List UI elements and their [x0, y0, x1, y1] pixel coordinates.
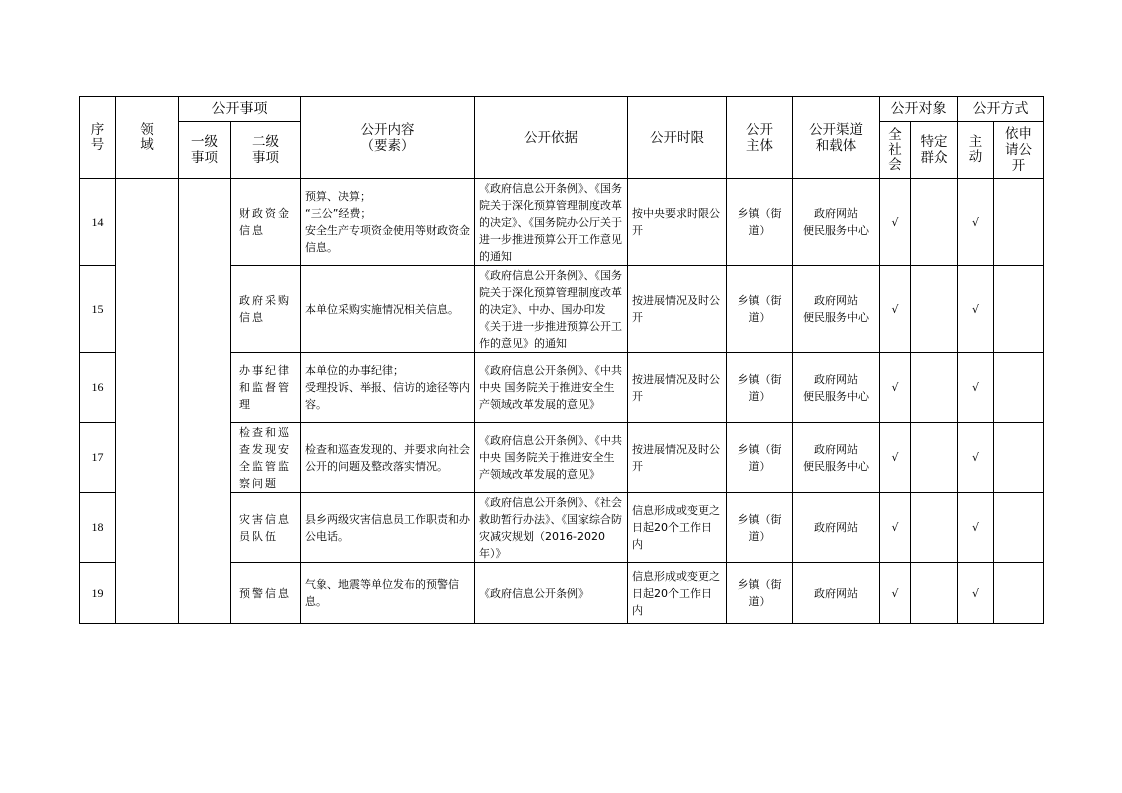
method-active-check: √ [958, 563, 994, 624]
channel-cell: 政府网站 便民服务中心 [793, 423, 880, 493]
header-level1: 一级事项 [179, 122, 231, 179]
basis-cell: 《政府信息公开条例》 [475, 563, 628, 624]
content-cell: 本单位采购实施情况相关信息。 [301, 266, 475, 353]
row-number: 18 [80, 493, 116, 563]
header-method-group: 公开方式 [958, 97, 1044, 122]
header-channel: 公开渠道和载体 [793, 97, 880, 179]
row-number: 15 [80, 266, 116, 353]
target-specific-check [911, 423, 958, 493]
target-specific-check [911, 563, 958, 624]
target-all-check: √ [880, 266, 911, 353]
header-target-group: 公开对象 [880, 97, 958, 122]
table-header [80, 97, 1044, 179]
method-apply-check [994, 266, 1044, 353]
header-level2: 二级事项 [231, 122, 301, 179]
time-limit-cell: 按进展情况及时公开 [628, 266, 727, 353]
target-specific-check [911, 353, 958, 423]
time-limit-cell: 信息形成或变更之日起20个工作日内 [628, 493, 727, 563]
content-cell: 预算、决算； “三公”经费； 安全生产专项资金使用等财政资金信息。 [301, 179, 475, 266]
table-body [80, 179, 1044, 624]
header-content: 公开内容（要素） [301, 97, 475, 179]
target-all-check: √ [880, 423, 911, 493]
disclosure-table [79, 96, 1044, 624]
target-all-check: √ [880, 493, 911, 563]
level2-item: 办事纪律和监督管理 [231, 353, 301, 423]
header-target-specific: 特定群众 [911, 122, 958, 179]
method-active-check: √ [958, 423, 994, 493]
domain-cell [116, 179, 179, 624]
time-limit-cell: 信息形成或变更之日起20个工作日内 [628, 563, 727, 624]
subject-cell: 乡镇（街道） [727, 423, 793, 493]
content-cell: 本单位的办事纪律； 受理投诉、举报、信访的途径等内容。 [301, 353, 475, 423]
subject-cell: 乡镇（街道） [727, 493, 793, 563]
level2-item: 财政资金信息 [231, 179, 301, 266]
header-target-all: 全社会 [880, 122, 911, 179]
method-active-check: √ [958, 179, 994, 266]
header-time-limit: 公开时限 [628, 97, 727, 179]
subject-cell: 乡镇（街道） [727, 179, 793, 266]
target-all-check: √ [880, 179, 911, 266]
target-specific-check [911, 493, 958, 563]
level2-item: 预警信息 [231, 563, 301, 624]
row-number: 17 [80, 423, 116, 493]
basis-cell: 《政府信息公开条例》、《国务院关于深化预算管理制度改革的决定》、《国务院办公厅关于进一步推进预算公开工作意见的通知 [475, 179, 628, 266]
header-domain: 领域 [116, 97, 179, 179]
basis-cell: 《政府信息公开条例》、《中共中央 国务院关于推进安全生产领域改革发展的意见》 [475, 423, 628, 493]
header-basis: 公开依据 [475, 97, 628, 179]
method-active-check: √ [958, 353, 994, 423]
method-active-check: √ [958, 266, 994, 353]
channel-cell: 政府网站 便民服务中心 [793, 266, 880, 353]
time-limit-cell: 按进展情况及时公开 [628, 353, 727, 423]
header-subject: 公开主体 [727, 97, 793, 179]
channel-cell: 政府网站 [793, 563, 880, 624]
time-limit-cell: 按进展情况及时公开 [628, 423, 727, 493]
header-method-apply: 依申请公开 [994, 122, 1044, 179]
level2-item: 检查和巡查发现安全监管监察问题 [231, 423, 301, 493]
subject-cell: 乡镇（街道） [727, 353, 793, 423]
channel-cell: 政府网站 便民服务中心 [793, 353, 880, 423]
basis-cell: 《政府信息公开条例》、《中共中央 国务院关于推进安全生产领域改革发展的意见》 [475, 353, 628, 423]
level2-item: 灾害信息员队伍 [231, 493, 301, 563]
target-specific-check [911, 266, 958, 353]
header-items-group: 公开事项 [179, 97, 301, 122]
table-row [80, 179, 1044, 266]
channel-cell: 政府网站 便民服务中心 [793, 179, 880, 266]
header-seq: 序号 [80, 97, 116, 179]
method-apply-check [994, 563, 1044, 624]
content-cell: 气象、地震等单位发布的预警信息。 [301, 563, 475, 624]
header-method-active: 主动 [958, 122, 994, 179]
method-apply-check [994, 179, 1044, 266]
basis-cell: 《政府信息公开条例》、《社会救助暂行办法》、《国家综合防灾减灾规划（2016-2020年）》 [475, 493, 628, 563]
subject-cell: 乡镇（街道） [727, 563, 793, 624]
method-apply-check [994, 353, 1044, 423]
content-cell: 县乡两级灾害信息员工作职责和办公电话。 [301, 493, 475, 563]
content-cell: 检查和巡查发现的、并要求向社会公开的问题及整改落实情况。 [301, 423, 475, 493]
target-specific-check [911, 179, 958, 266]
row-number: 16 [80, 353, 116, 423]
subject-cell: 乡镇（街道） [727, 266, 793, 353]
target-all-check: √ [880, 563, 911, 624]
channel-cell: 政府网站 [793, 493, 880, 563]
level2-item: 政府采购信息 [231, 266, 301, 353]
row-number: 19 [80, 563, 116, 624]
time-limit-cell: 按中央要求时限公开 [628, 179, 727, 266]
basis-cell: 《政府信息公开条例》、《国务院关于深化预算管理制度改革的决定》、中办、国办印发《关于进一步推进预算公开工作的意见》的通知 [475, 266, 628, 353]
level1-cell [179, 179, 231, 624]
target-all-check: √ [880, 353, 911, 423]
method-apply-check [994, 493, 1044, 563]
method-apply-check [994, 423, 1044, 493]
row-number: 14 [80, 179, 116, 266]
method-active-check: √ [958, 493, 994, 563]
